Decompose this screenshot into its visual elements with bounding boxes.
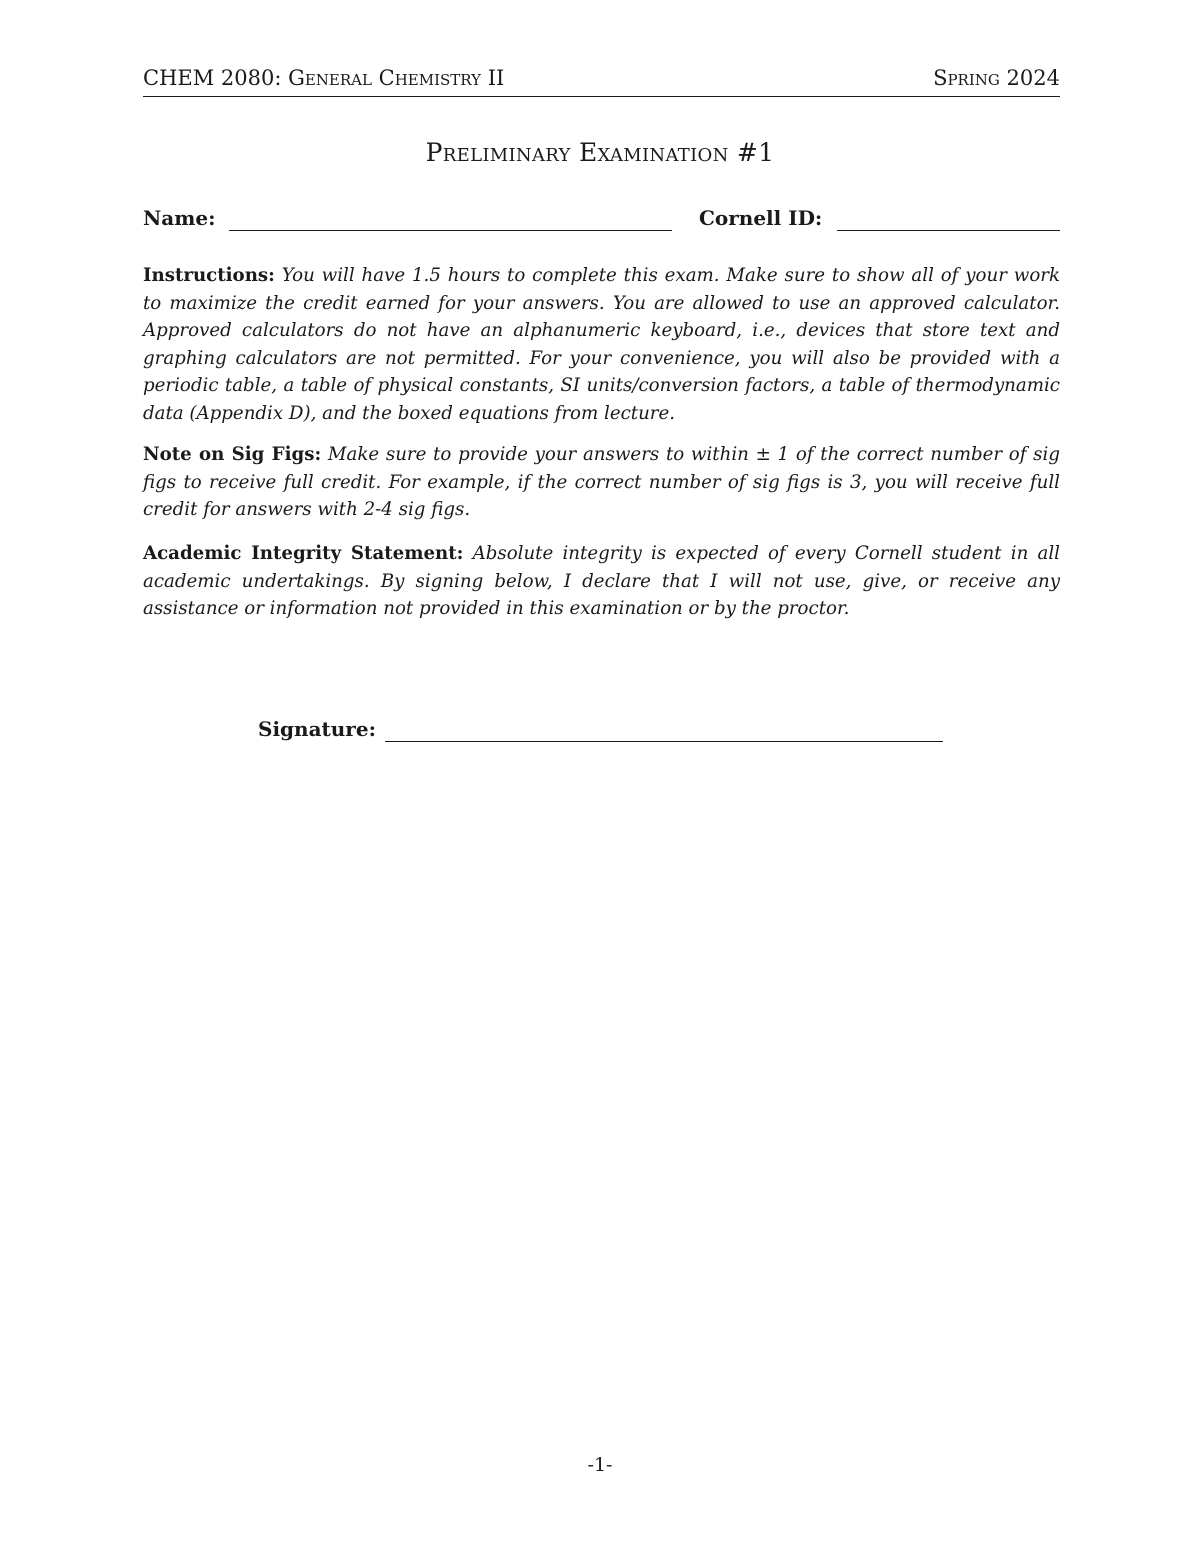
course-title: CHEM 2080: General Chemistry II — [143, 66, 505, 90]
sig-figs-text: Make sure to provide your answers to within ± 1 of the correct number of sig figs to receive full credit. For example, if the correct number of sig figs is 3, you will receive full credit for answers with 2-4 sig figs. — [143, 444, 1060, 520]
sig-figs-paragraph — [143, 441, 1060, 524]
integrity-text: Absolute integrity is expected of every Cornell student in all academic undertakings. By signing below, I declare that I will not use, give, or receive any assistance or information not provided in this examination or by the proctor. — [143, 543, 1060, 619]
instructions-paragraph — [143, 262, 1060, 427]
cornell-id-blank-line — [837, 230, 1060, 231]
name-label: Name: — [143, 206, 216, 230]
integrity-paragraph — [143, 540, 1060, 623]
exam-title: Preliminary Examination #1 — [425, 138, 775, 167]
cornell-id-label: Cornell ID: — [699, 206, 823, 230]
signature-row — [258, 717, 958, 747]
signature-blank-line — [385, 741, 943, 742]
integrity-heading: Academic Integrity Statement: — [143, 543, 464, 564]
signature-label: Signature: — [258, 717, 376, 741]
instructions-heading: Instructions: — [143, 265, 275, 286]
instructions-text: You will have 1.5 hours to complete this exam. Make sure to show all of your work to maximize the credit earned for your answers. You are allowed to use an approved calculator. Approved calculators do not have an alphanumeric keyboard, i.e., devices that store text and graphing calculators are not permitted. For your convenience, you will also be provided with a periodic table, a table of physical constants, SI units/conversion factors, a table of thermodynamic data (Appendix D), and the boxed equations from lecture. — [143, 265, 1060, 424]
identity-row — [143, 206, 1060, 236]
page-number: -1- — [587, 1454, 613, 1476]
term-label: Spring 2024 — [933, 66, 1060, 90]
sig-figs-heading: Note on Sig Figs: — [143, 444, 322, 465]
page-header — [143, 66, 1060, 97]
name-blank-line — [229, 230, 672, 231]
